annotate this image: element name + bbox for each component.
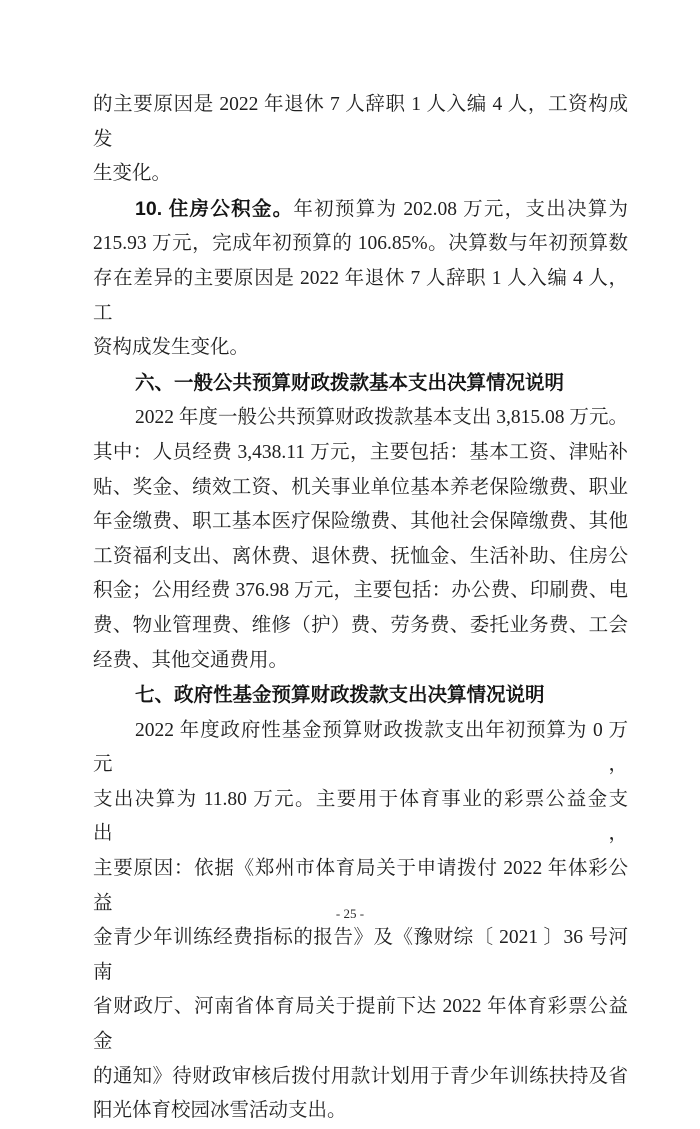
text-run: 省财政厅、河南省体育局关于提前下达 2022 年体育彩票公益金 (93, 996, 628, 1053)
text-line (93, 262, 628, 331)
text-run: 贴、奖金、绩效工资、机关事业单位基本养老保险缴费、职业 (93, 476, 628, 498)
text-run: 存在差异的主要原因是 2022 年退休 7 人辞职 1 人入编 4 人，工 (93, 267, 628, 324)
text-line (93, 540, 628, 575)
text-line (93, 436, 628, 471)
text-run: 工资福利支出、离休费、退休费、抚恤金、生活补助、住房公 (93, 545, 628, 567)
text-line (93, 1060, 628, 1095)
section-6-paragraph (93, 401, 628, 678)
bold-text-run: 六、一般公共预算财政拨款基本支出决算情况说明 (135, 371, 565, 394)
text-line (93, 609, 628, 644)
section-6-heading (93, 366, 628, 402)
text-run: 支出决算为 11.80 万元。主要用于体育事业的彩票公益金支出， (93, 788, 628, 845)
text-run: 阳光体育校园冰雪活动支出。 (93, 1100, 347, 1122)
text-run: 其中：人员经费 3,438.11 万元，主要包括：基本工资、津贴补 (93, 441, 628, 463)
document-content (93, 88, 628, 1129)
text-run: 年初预算为 202.08 万元，支出决算为 (293, 198, 628, 220)
text-run: 生变化。 (93, 163, 172, 185)
text-line (93, 644, 628, 679)
text-line (93, 157, 628, 192)
text-run: 2022 年度一般公共预算财政拨款基本支出 3,815.08 万元。 (135, 407, 628, 429)
text-run: 年金缴费、职工基本医疗保险缴费、其他社会保障缴费、其他 (93, 511, 628, 533)
text-line (93, 192, 628, 228)
text-run: 的通知》待财政审核后拨付用款计划用于青少年训练扶持及省 (93, 1065, 628, 1087)
text-line (93, 88, 628, 157)
text-line (93, 331, 628, 366)
text-line (93, 1094, 628, 1129)
text-line (93, 366, 628, 402)
text-line (93, 783, 628, 852)
text-run: 的主要原因是 2022 年退休 7 人辞职 1 人入编 4 人，工资构成发 (93, 94, 628, 150)
text-run: 积金；公用经费 376.98 万元，主要包括：办公费、印刷费、电 (93, 580, 628, 602)
page-number: - 25 - (335, 906, 365, 921)
text-run: 经费、其他交通费用。 (93, 649, 289, 671)
text-run: 主要原因：依据《郑州市体育局关于申请拨付 2022 年体彩公益 (93, 858, 628, 914)
text-line (93, 921, 628, 990)
text-run: 215.93 万元，完成年初预算的 106.85%。决算数与年初预算数 (93, 233, 628, 255)
section-7-heading (93, 678, 628, 714)
text-run: 金青少年训练经费指标的报告》及《豫财综〔 2021 〕36 号河南 (93, 927, 628, 983)
text-run: 费、物业管理费、维修（护）费、劳务费、委托业务费、工会 (93, 614, 628, 636)
bold-text-run: 七、政府性基金预算财政拨款支出决算情况说明 (135, 684, 545, 707)
housing-provident-fund-paragraph (93, 192, 628, 366)
carryover-paragraph (93, 88, 628, 192)
text-line (93, 678, 628, 714)
text-line (93, 401, 628, 436)
text-line (93, 227, 628, 262)
bold-text-run: 10. 住房公积金。 (135, 197, 294, 220)
text-run: 资构成发生变化。 (93, 337, 250, 359)
text-line (93, 574, 628, 609)
text-line (93, 990, 628, 1059)
text-line (93, 505, 628, 540)
text-line (93, 471, 628, 506)
text-run: 2022 年度政府性基金预算财政拨款支出年初预算为 0 万元， (93, 719, 628, 776)
text-line (93, 714, 628, 783)
